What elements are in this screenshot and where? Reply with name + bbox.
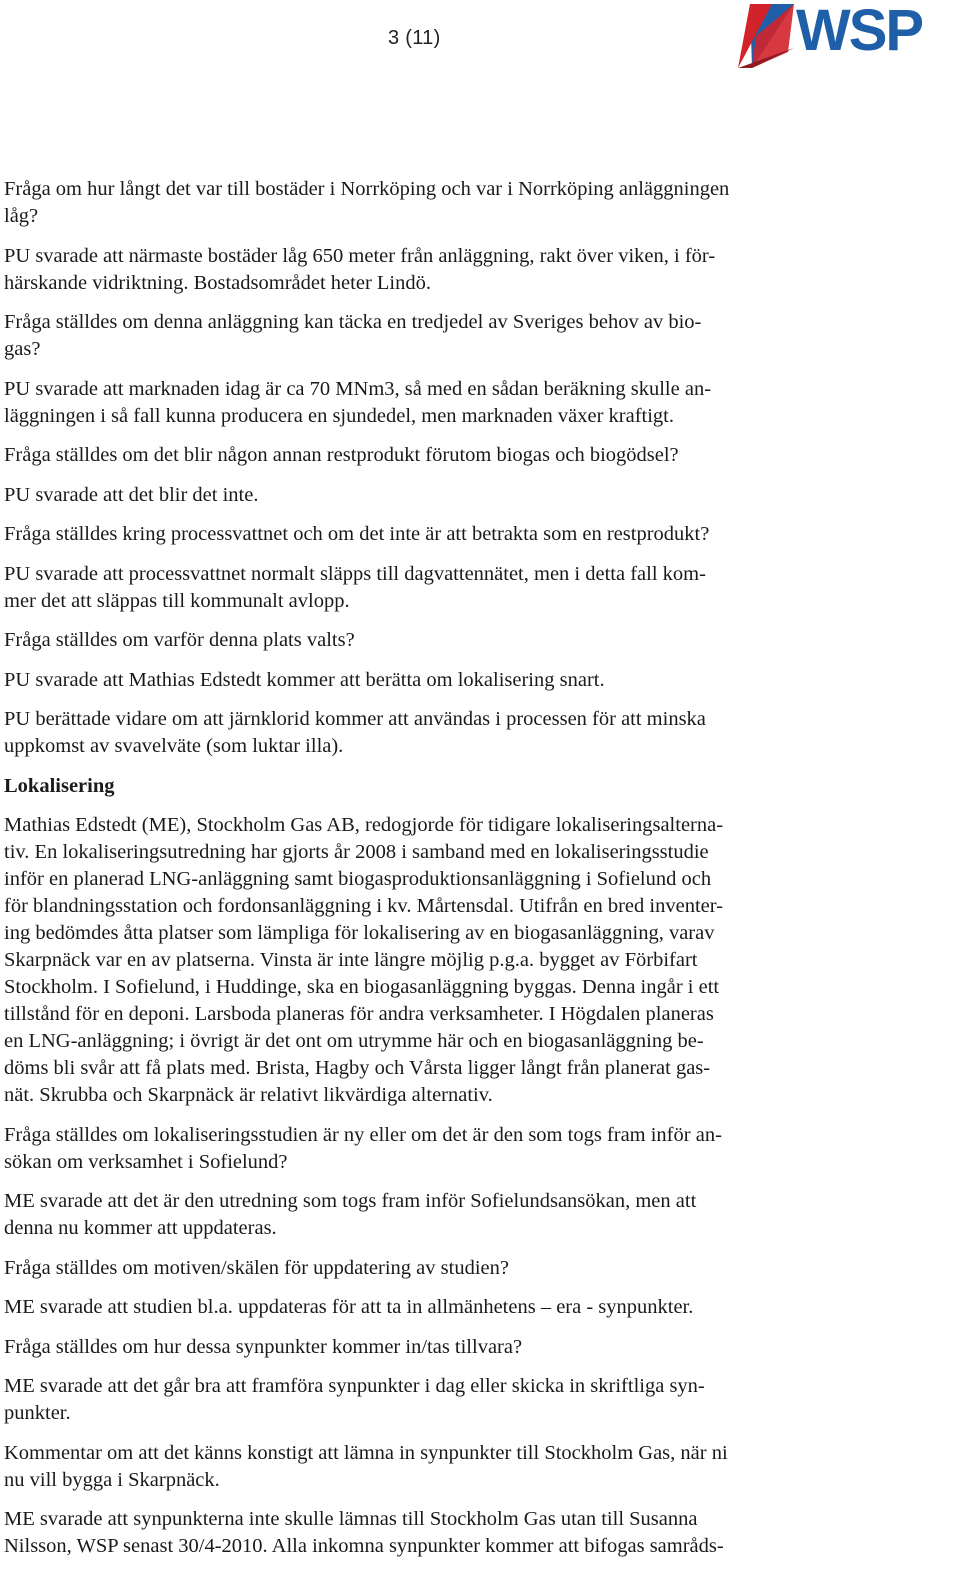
paragraph: ME svarade att det är den utredning som togs fram inför Sofielundsansökan, men att denna nu kommer att uppdateras. [4,1190,697,1239]
document-body [4,176,839,1573]
logo-wordmark: WSP [796,0,923,63]
paragraph: Mathias Edstedt (ME), Stockholm Gas AB, redogjorde för tidigare lokaliseringsalterna- tiv. En lokaliseringsutredning har gjorts år 2008 i samband med en lokaliseringsstudie inför en planerad LNG-anläggning samt biogasproduktionsanläggning i Sofielund och för blandningsstation och fordonsanläggning i kv. Mårtensdal. Utifrån en bred inventer- ing bedömdes åtta platser som lämpliga för lokalisering av en biogasanläggning, varav Skarpnäck var en av platserna. Vinsta är inte längre möjlig p.g.a. bygget av Förbifart Stockholm. I Sofielund, i Huddinge, ska en biogasanläggning byggas. Denna ingår i ett tillstånd för en deponi. Larsboda planeras för andra verksamheter. I Högdalen planeras en LNG-anläggning; i övrigt är det ont om utrymme här och en biogasanläggning be- döms bli svår att få plats med. Brista, Hagby och Vårsta ligger långt från planerat gas- nät. Skrubba och Skarpnäck är relativt likvärdiga alternativ. [4,814,724,1106]
paragraph: Fråga ställdes kring processvattnet och om det inte är att betrakta som en restprodukt? [4,523,710,545]
wsp-logo [732,0,950,72]
paragraph: PU svarade att Mathias Edstedt kommer att berätta om lokalisering snart. [4,668,605,691]
paragraph: Fråga ställdes om varför denna plats valts? [4,629,355,651]
paragraph: PU svarade att närmaste bostäder låg 650 meter från anläggning, rakt över viken, i för- härskande vidriktning. Bostadsområdet heter Lindö. [4,244,716,294]
paragraph: ME svarade att studien bl.a. uppdateras för att ta in allmänhetens – era - synpunkter. [4,1296,694,1318]
paragraph: Fråga ställdes om hur dessa synpunkter kommer in/tas tillvara? [4,1335,523,1358]
section-heading: Lokalisering [4,774,115,797]
paragraph: Fråga ställdes om motiven/skälen för uppdatering av studien? [4,1256,509,1279]
paragraph: PU svarade att marknaden idag är ca 70 MNm3, så med en sådan beräkning skulle an- läggningen i så fall kunna producera en sjundedel, men marknaden växer kraftigt. [4,377,712,427]
paragraph: PU svarade att processvattnet normalt släpps till dagvattennätet, men i detta fall kom- mer det att släppas till kommunalt avlopp. [4,562,706,612]
paragraph: Fråga ställdes om det blir någon annan restprodukt förutom biogas och biogödsel? [4,444,679,466]
paragraph: Fråga ställdes om lokaliseringsstudien är ny eller om det är den som togs fram inför an- sökan om verksamhet i Sofielund? [4,1123,722,1173]
paragraph: PU svarade att det blir det inte. [4,483,259,506]
page-number: 3 (11) [388,27,441,49]
paragraph: ME svarade att det går bra att framföra synpunkter i dag eller skicka in skriftliga syn- punkter. [4,1375,705,1424]
paragraph: Fråga om hur långt det var till bostäder i Norrköping och var i Norrköping anläggningen låg? [4,178,730,227]
paragraph: Fråga ställdes om denna anläggning kan täcka en tredjedel av Sveriges behov av bio- gas? [4,311,702,360]
paragraph: PU berättade vidare om att järnklorid kommer att användas i processen för att minska uppkomst av svavelväte (som luktar illa). [4,708,706,757]
paragraph: ME svarade att synpunkterna inte skulle lämnas till Stockholm Gas utan till Susanna Nilsson, WSP senast 30/4-2010. Alla inkomna synpunkter kommer att bifogas samråds- [4,1508,724,1557]
paragraph: Kommentar om att det känns konstigt att lämna in synpunkter till Stockholm Gas, när ni nu vill bygga i Skarpnäck. [4,1441,728,1491]
